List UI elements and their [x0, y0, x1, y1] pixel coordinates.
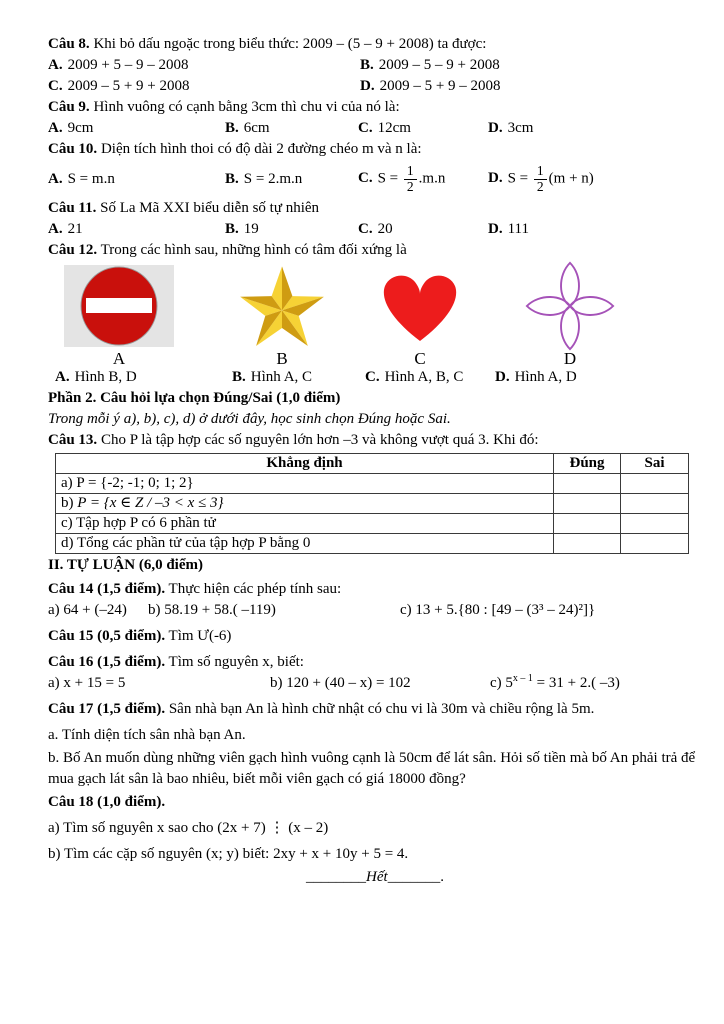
question-14-title: Câu 14 (1,5 điểm). Thực hiện các phép tính sau: — [48, 581, 342, 597]
question-8-label: Câu 8. — [48, 36, 90, 52]
q10-option-b: B. S = 2.m.n — [225, 170, 303, 187]
table-row — [56, 514, 689, 534]
q11-option-c: C. 20 — [358, 221, 393, 237]
q8-option-a: A. 2009 + 5 – 9 – 2008 — [48, 57, 189, 73]
question-11-options — [48, 219, 702, 240]
q8-option-d: D. 2009 – 5 + 9 – 2008 — [360, 78, 501, 94]
question-10-title: Câu 10. Diện tích hình thoi có độ dài 2 đường chéo m và n là: — [48, 141, 422, 157]
q14-item-b: b) 58.19 + 58.( –119) — [148, 602, 276, 618]
q8-option-c: C. 2009 – 5 + 9 + 2008 — [48, 78, 190, 94]
question-11-label: Câu 11. — [48, 200, 97, 216]
question-12-figures — [48, 263, 702, 367]
q16-item-b: b) 120 + (40 – x) = 102 — [270, 675, 411, 691]
q11-option-b: B. 19 — [225, 221, 259, 237]
question-17-label: Câu 17 (1,5 điểm). — [48, 701, 166, 717]
figure-b-letter: B — [276, 349, 288, 368]
question-8-options-row-2 — [48, 76, 702, 97]
dung-cell-d — [554, 534, 621, 554]
question-16-items — [48, 673, 702, 694]
question-13-label: Câu 13. — [48, 432, 98, 448]
question-12-title: Câu 12. Trong các hình sau, những hình có tâm đối xứng là — [48, 242, 407, 258]
statement-header: Khẳng định — [56, 454, 554, 474]
q9-option-c: C. 12cm — [358, 120, 411, 136]
red-heart-icon — [377, 263, 463, 349]
q14-item-c: c) 13 + 5.{80 : [49 – (3³ – 24)²]} — [400, 602, 596, 618]
q9-option-b: B. 6cm — [225, 120, 270, 136]
q14-item-a: a) 64 + (–24) — [48, 602, 127, 618]
dung-header: Đúng — [554, 454, 621, 474]
question-8-options-row-1 — [48, 55, 702, 76]
question-9-label: Câu 9. — [48, 99, 90, 115]
figure-d-letter: D — [563, 349, 577, 368]
q11-option-d: D. 111 — [488, 221, 529, 237]
flower-outline-icon — [520, 263, 620, 349]
sai-header: Sai — [621, 454, 689, 474]
dung-cell-b — [554, 494, 621, 514]
q8-option-b: B. 2009 – 5 – 9 + 2008 — [360, 57, 500, 73]
figure-d-group — [518, 263, 622, 367]
fraction: $\frac{1}{2}$ — [534, 164, 547, 194]
q9-option-d: D. 3cm — [488, 120, 534, 136]
question-9-options — [48, 118, 702, 139]
sai-cell-c — [621, 514, 689, 534]
question-15-title: Câu 15 (0,5 điểm). Tìm Ư(-6) — [48, 628, 232, 644]
question-18-label: Câu 18 (1,0 điểm). — [48, 794, 166, 810]
question-12-label: Câu 12. — [48, 242, 98, 258]
statement-cell-c: c) Tập hợp P có 6 phần tử — [56, 514, 554, 534]
figure-c-group — [376, 263, 464, 367]
table-row — [56, 494, 689, 514]
statement-cell-b: b) P = {x ∈ Z / –3 < x ≤ 3} — [56, 494, 554, 514]
q11-option-a: A. 21 — [48, 221, 83, 237]
question-14-label: Câu 14 (1,5 điểm). — [48, 581, 166, 597]
statement-cell-d: d) Tổng các phần tử của tập hợp P bằng 0 — [56, 534, 554, 554]
q17-item-a: a. Tính diện tích sân nhà bạn An. — [48, 727, 246, 743]
statement-cell-a: a) P = {-2; -1; 0; 1; 2} — [56, 474, 554, 494]
question-16-title: Câu 16 (1,5 điểm). Tìm số nguyên x, biết: — [48, 654, 304, 670]
q16-item-c: c) $5^{x - 1} = 31 + 2$.( –3) — [490, 673, 620, 691]
sai-cell-d — [621, 534, 689, 554]
true-false-table — [55, 453, 689, 554]
question-11-title: Câu 11. Số La Mã XXI biểu diễn số tự nhiên — [48, 200, 320, 216]
sai-cell-a — [621, 474, 689, 494]
question-13-title: Câu 13. Cho P là tập hợp các số nguyên lớn hơn –3 và không vượt quá 3. Khi đó: — [48, 432, 539, 448]
part-2-instruction: Trong mỗi ý a), b), c), d) ở dưới đây, học sinh chọn Đúng hoặc Sai. — [48, 411, 451, 427]
end-marker: ________Hết_______. — [306, 869, 444, 885]
table-header-row — [56, 454, 689, 474]
question-10-label: Câu 10. — [48, 141, 98, 157]
q10-option-d: D. S = $\frac{1}{2}$ (m + n) — [488, 162, 594, 194]
figure-c-letter: C — [414, 349, 426, 368]
fraction: $\frac{1}{2}$ — [404, 164, 417, 194]
q12-option-b: B. Hình A, C — [232, 369, 313, 385]
q12-option-a: A. Hình B, D — [55, 369, 137, 385]
figure-a-letter: A — [112, 349, 126, 368]
question-18-title — [48, 792, 702, 813]
q10-option-c: C. S = $\frac{1}{2}$ .m.n — [358, 162, 446, 194]
figure-b-group — [234, 263, 330, 367]
question-8-title: Câu 8. Khi bỏ dấu ngoặc trong biểu thức: 2009 – (5 – 9 + 2008) ta được: — [48, 36, 487, 52]
q10-option-a: A. S = m.n — [48, 170, 115, 187]
figure-a-group — [64, 263, 174, 367]
question-9-title: Câu 9. Hình vuông có cạnh bằng 3cm thì chu vi của nó là: — [48, 99, 400, 115]
q17-item-b: b. Bố An muốn dùng những viên gạch hình vuông cạnh là 50cm để lát sân. Hỏi số tiền mà bố An phải trả để mua gạch lát sân là bao nhiêu, biết mỗi viên gạch có giá 18000 đồng? — [48, 750, 696, 787]
section-2-heading: II. TỰ LUẬN (6,0 điểm) — [48, 557, 204, 573]
gold-star-icon — [235, 263, 329, 349]
part-2-heading: Phần 2. Câu hỏi lựa chọn Đúng/Sai (1,0 điểm) — [48, 390, 341, 406]
exponent: x – 1 — [512, 673, 533, 684]
question-10-options — [48, 160, 702, 198]
question-15-label: Câu 15 (0,5 điểm). — [48, 628, 166, 644]
question-12-options — [48, 367, 702, 388]
q18-item-a: a) Tìm số nguyên x sao cho (2x + 7) ⋮ (x – 2) — [48, 820, 329, 836]
q16-item-a: a) x + 15 = 5 — [48, 675, 126, 691]
q12-option-d: D. Hình A, D — [495, 369, 577, 385]
dung-cell-a — [554, 474, 621, 494]
question-14-items — [48, 600, 702, 621]
question-17-title: Câu 17 (1,5 điểm). Sân nhà bạn An là hình chữ nhật có chu vi là 30m và chiều rộng là 5m. — [48, 701, 595, 717]
table-row — [56, 474, 689, 494]
no-entry-sign-icon — [64, 263, 174, 349]
table-row — [56, 534, 689, 554]
q18-item-b: b) Tìm các cặp số nguyên (x; y) biết: 2xy + x + 10y + 5 = 4. — [48, 846, 409, 862]
q9-option-a: A. 9cm — [48, 120, 94, 136]
sai-cell-b — [621, 494, 689, 514]
q12-option-c: C. Hình A, B, C — [365, 369, 464, 385]
dung-cell-c — [554, 514, 621, 534]
question-16-label: Câu 16 (1,5 điểm). — [48, 654, 166, 670]
het-label: Hết — [366, 869, 388, 885]
